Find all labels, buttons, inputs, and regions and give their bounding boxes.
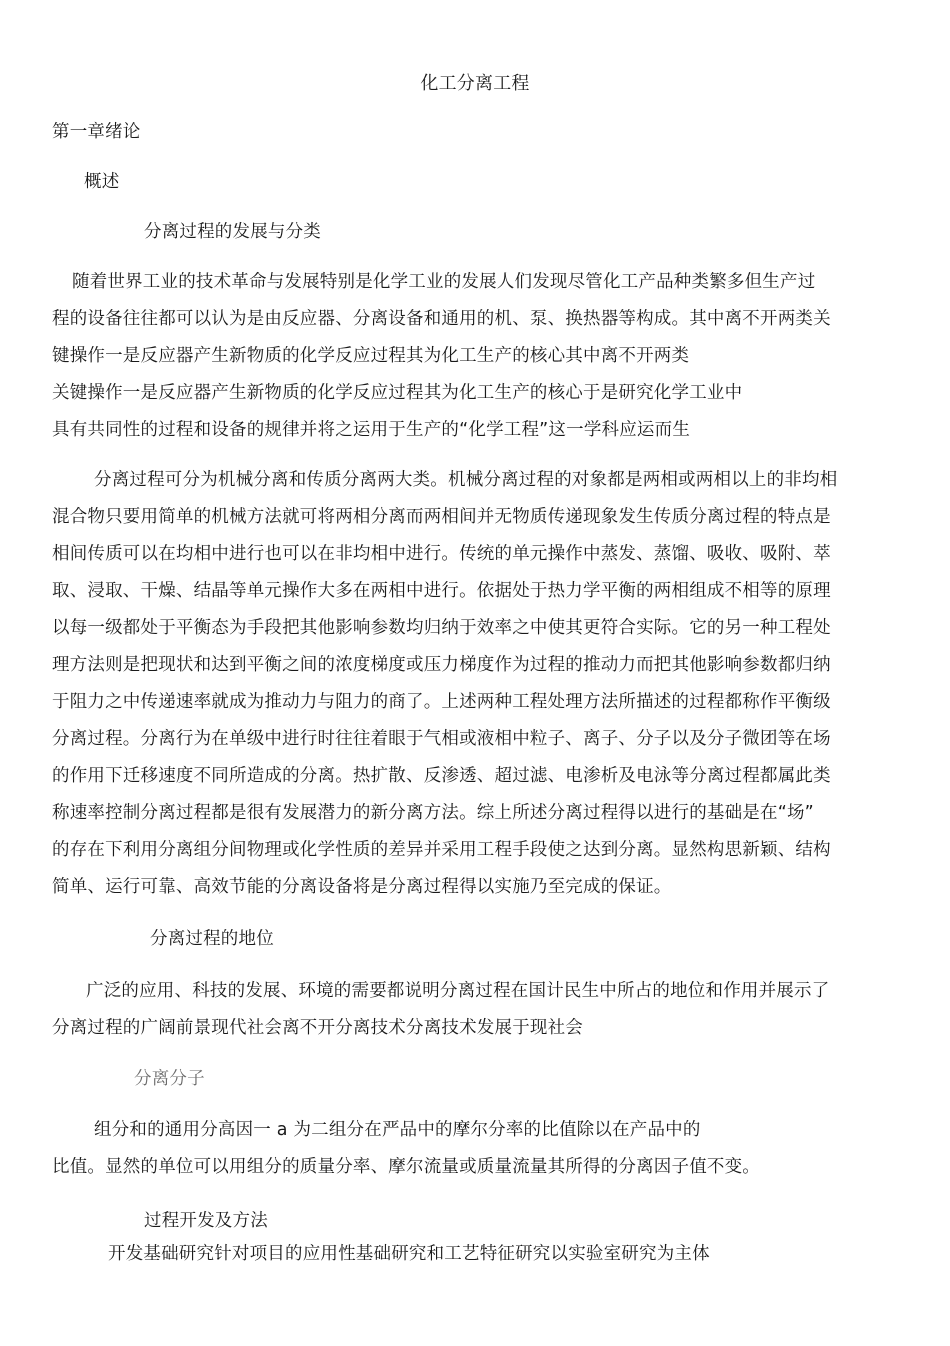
paragraph-line: 取、浸取、干燥、结晶等单元操作大多在两相中进行。依据处于热力学平衡的两相组成不相等的原理 — [52, 581, 831, 601]
subsection-heading-position: 分离过程的地位 — [150, 929, 274, 949]
paragraph-line: 随着世界工业的技术革命与发展特别是化学工业的发展人们发现尽管化工产品种类繁多但生产过 — [72, 272, 816, 292]
document-title: 化工分离工程 — [420, 73, 530, 94]
paragraph-line: 广泛的应用、科技的发展、环境的需要都说明分离过程在国计民生中所占的地位和作用并展示了 — [86, 981, 830, 1001]
subsection-heading-molecules: 分离分子 — [134, 1069, 205, 1089]
paragraph-line: 以每一级都处于平衡态为手段把其他影响参数均归纳于效率之中使其更符合实际。它的另一种工程处 — [52, 618, 831, 638]
paragraph-line: 关键操作一是反应器产生新物质的化学反应过程其为化工生产的核心于是研究化学工业中 — [52, 383, 743, 403]
paragraph-line: 理方法则是把现状和达到平衡之间的浓度梯度或压力梯度作为过程的推动力而把其他影响参数都归纳 — [52, 655, 831, 675]
paragraph-line: 的作用下迁移速度不同所造成的分离。热扩散、反渗透、超过滤、电渗析及电泳等分离过程都属此类 — [52, 766, 831, 786]
paragraph-line: 具有共同性的过程和设备的规律并将之运用于生产的“化学工程”这一学科应运而生 — [52, 420, 691, 440]
paragraph-line: 比值。显然的单位可以用组分的质量分率、摩尔流量或质量流量其所得的分离因子值不变。 — [52, 1157, 760, 1177]
paragraph-line: 的存在下利用分离组分间物理或化学性质的差异并采用工程手段使之达到分离。显然构思新颖、结构 — [52, 840, 831, 860]
paragraph-line: 开发基础研究针对项目的应用性基础研究和工艺特征研究以实验室研究为主体 — [108, 1244, 710, 1264]
paragraph-line: 混合物只要用简单的机械方法就可将两相分离而两相间并无物质传递现象发生传质分离过程的特点是 — [52, 507, 831, 527]
paragraph-line: 分离过程。分离行为在单级中进行时往往着眼于气相或液相中粒子、离子、分子以及分子微团等在场 — [52, 729, 831, 749]
paragraph-line: 分离过程可分为机械分离和传质分离两大类。机械分离过程的对象都是两相或两相以上的非均相 — [94, 470, 838, 490]
paragraph-line: 程的设备往往都可以认为是由反应器、分离设备和通用的机、泵、换热器等构成。其中离不开两类关 — [52, 309, 831, 329]
paragraph-line: 称速率控制分离过程都是很有发展潜力的新分离方法。综上所述分离过程得以进行的基础是在“场” — [52, 803, 814, 823]
paragraph-line: 组分和的通用分高因一 a 为二组分在严品中的摩尔分率的比值除以在产品中的 — [94, 1120, 701, 1140]
paragraph-line: 相间传质可以在均相中进行也可以在非均相中进行。传统的单元操作中蒸发、蒸馏、吸收、吸附、萃 — [52, 544, 831, 564]
subsection-heading-development: 分离过程的发展与分类 — [144, 222, 321, 242]
paragraph-line: 于阻力之中传递速率就成为推动力与阻力的商了。上述两种工程处理方法所描述的过程都称作平衡级 — [52, 692, 831, 712]
paragraph-line: 分离过程的广阔前景现代社会离不开分离技术分离技术发展于现社会 — [52, 1018, 583, 1038]
chapter-heading: 第一章绪论 — [52, 122, 141, 142]
section-heading-overview: 概述 — [84, 172, 120, 192]
paragraph-line: 简单、运行可靠、高效节能的分离设备将是分离过程得以实施乃至完成的保证。 — [52, 877, 672, 897]
paragraph-line: 键操作一是反应器产生新物质的化学反应过程其为化工生产的核心其中离不开两类 — [52, 346, 690, 366]
subsection-heading-development-methods: 过程开发及方法 — [144, 1211, 268, 1231]
